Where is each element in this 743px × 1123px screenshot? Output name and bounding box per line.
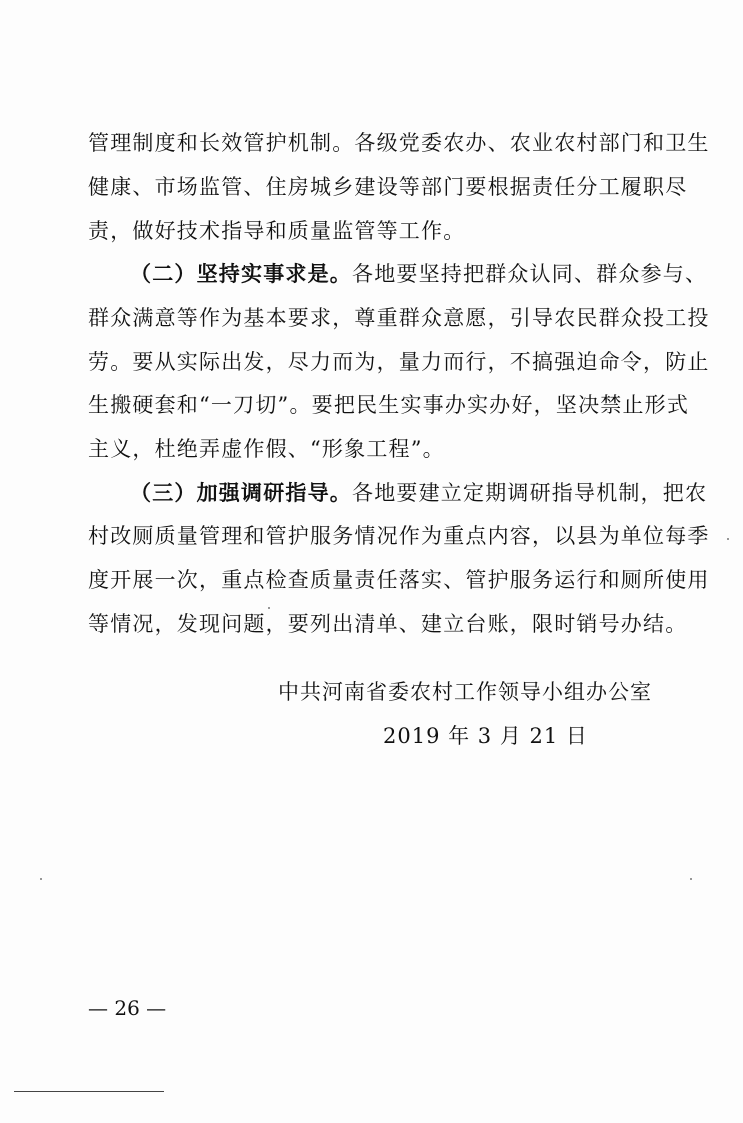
body-line: 责，做好技术指导和质量监管等工作。: [88, 219, 466, 243]
issuing-organization: 中共河南省委农村工作领导小组办公室: [278, 680, 652, 704]
scan-speck: [268, 607, 270, 609]
section-3-heading: （三）加强调研指导。: [130, 480, 352, 505]
scan-speck: [727, 538, 729, 540]
body-line: 群众满意等作为基本要求，尊重群众意愿，引导农民群众投工投: [88, 306, 710, 330]
body-line: 管理制度和长效管护机制。各级党委农办、农业农村部门和卫生: [88, 131, 710, 155]
section-2-heading: （二）坚持实事求是。: [130, 261, 352, 286]
body-line: 健康、市场监管、住房城乡建设等部门要根据责任分工履职尽: [88, 175, 688, 199]
section-2-first-line: [130, 259, 708, 289]
section-3-first-text: 各地要建立定期调研指导机制，把农: [352, 481, 708, 505]
scan-speck: [690, 878, 692, 880]
page-number: — 26 —: [88, 996, 167, 1020]
body-line: 等情况，发现问题，要列出清单、建立台账，限时销号办结。: [88, 612, 688, 636]
body-line: 主义，杜绝弄虚作假、“形象工程”。: [88, 437, 445, 461]
body-line: 村改厕质量管理和管护服务情况作为重点内容，以县为单位每季: [88, 524, 710, 548]
section-2-first-text: 各地要坚持把群众认同、群众参与、: [352, 262, 708, 286]
body-line: 劳。要从实际出发，尽力而为，量力而行，不搞强迫命令，防止: [88, 350, 710, 374]
body-line: 度开展一次，重点检查质量责任落实、管护服务运行和厕所使用: [88, 568, 710, 592]
issue-date: 2019 年 3 月 21 日: [383, 724, 588, 748]
section-3-first-line: [130, 478, 708, 508]
body-line: 生搬硬套和“一刀切”。要把民生实事办实办好，坚决禁止形式: [88, 393, 690, 417]
scan-speck: [40, 878, 42, 880]
footer-rule: [14, 1091, 164, 1092]
